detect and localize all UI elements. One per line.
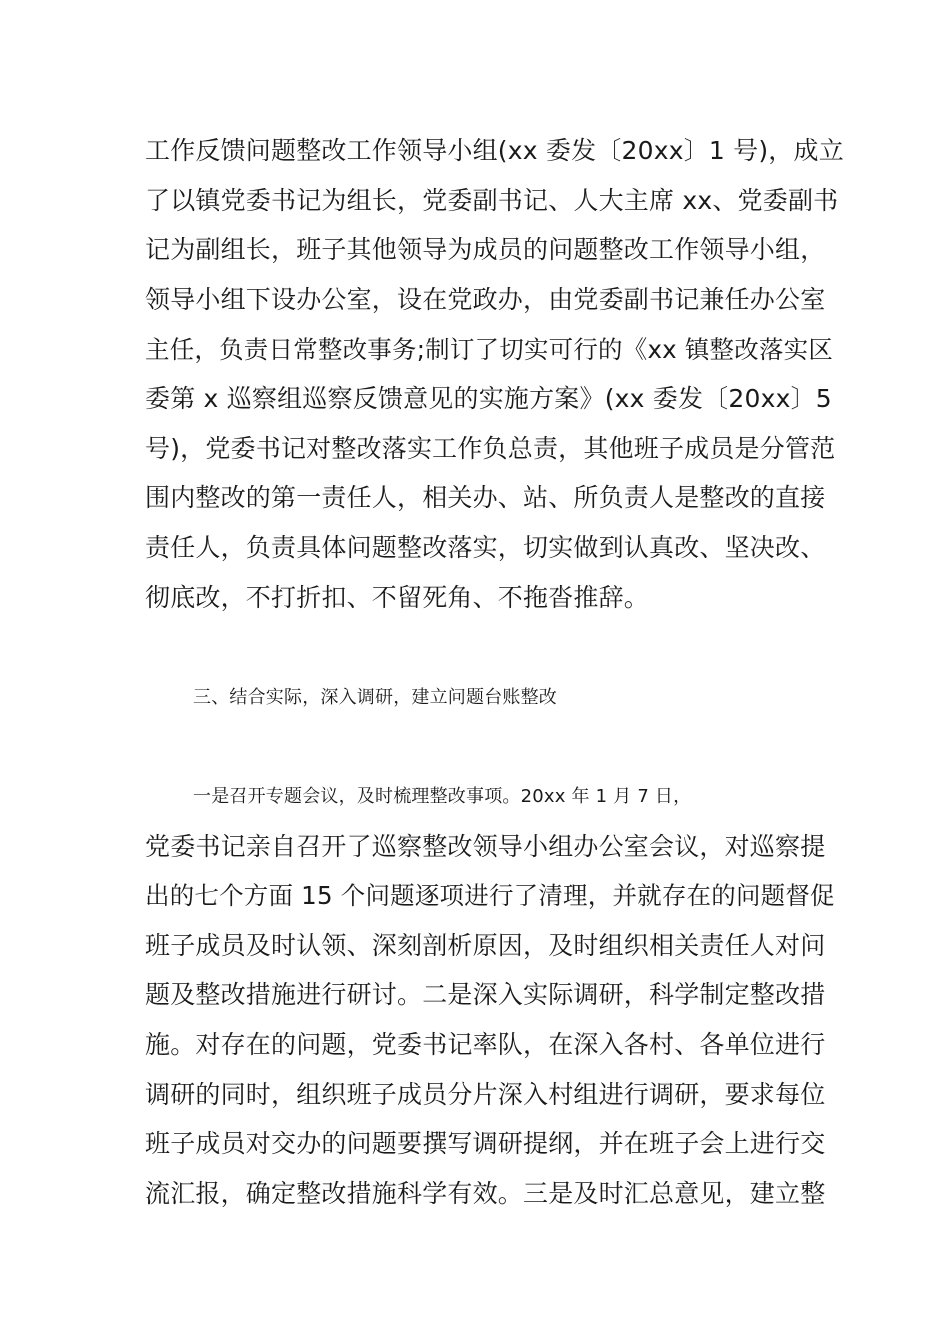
paragraph-1-line-1: 工作反馈问题整改工作领导小组(xx 委发〔20xx〕1 号)，成立 — [145, 136, 844, 165]
paragraph-1-line-7: 号)，党委书记对整改落实工作负总责，其他班子成员是分管范 — [145, 434, 836, 463]
paragraph-2-line-6: 施。对存在的问题，党委书记率队，在深入各村、各单位进行 — [145, 1030, 826, 1059]
paragraph-2-line-1: 一是召开专题会议，及时梳理整改事项。20xx 年 1 月 7 日， — [193, 786, 692, 807]
paragraph-1-line-2: 了以镇党委书记为组长，党委副书记、人大主席 xx、党委副书 — [145, 186, 839, 215]
paragraph-2-line-3: 出的七个方面 15 个问题逐项进行了清理，并就存在的问题督促 — [145, 881, 835, 910]
section-heading: 三、结合实际，深入调研，建立问题台账整改 — [193, 687, 557, 708]
paragraph-1-line-10: 彻底改，不打折扣、不留死角、不拖沓推辞。 — [145, 583, 650, 612]
paragraph-2-line-2: 党委书记亲自召开了巡察整改领导小组办公室会议，对巡察提 — [145, 832, 826, 861]
paragraph-2-line-5: 题及整改措施进行研讨。二是深入实际调研，科学制定整改措 — [145, 980, 826, 1009]
paragraph-1-line-3: 记为副组长，班子其他领导为成员的问题整改工作领导小组， — [145, 235, 826, 264]
paragraph-2-line-9: 流汇报，确定整改措施科学有效。三是及时汇总意见，建立整 — [145, 1179, 826, 1208]
paragraph-1-line-6: 委第 x 巡察组巡察反馈意见的实施方案》(xx 委发〔20xx〕5 — [145, 384, 832, 413]
paragraph-2-line-4: 班子成员及时认领、深刻剖析原因，及时组织相关责任人对问 — [145, 931, 826, 960]
paragraph-1-line-8: 围内整改的第一责任人，相关办、站、所负责人是整改的直接 — [145, 483, 826, 512]
paragraph-2-line-8: 班子成员对交办的问题要撰写调研提纲，并在班子会上进行交 — [145, 1129, 826, 1158]
paragraph-1-line-4: 领导小组下设办公室，设在党政办，由党委副书记兼任办公室 — [145, 285, 826, 314]
paragraph-2-line-7: 调研的同时，组织班子成员分片深入村组进行调研，要求每位 — [145, 1080, 826, 1109]
paragraph-1-line-9: 责任人，负责具体问题整改落实，切实做到认真改、坚决改、 — [145, 533, 826, 562]
paragraph-1-line-5: 主任，负责日常整改事务;制订了切实可行的《xx 镇整改落实区 — [145, 335, 834, 364]
